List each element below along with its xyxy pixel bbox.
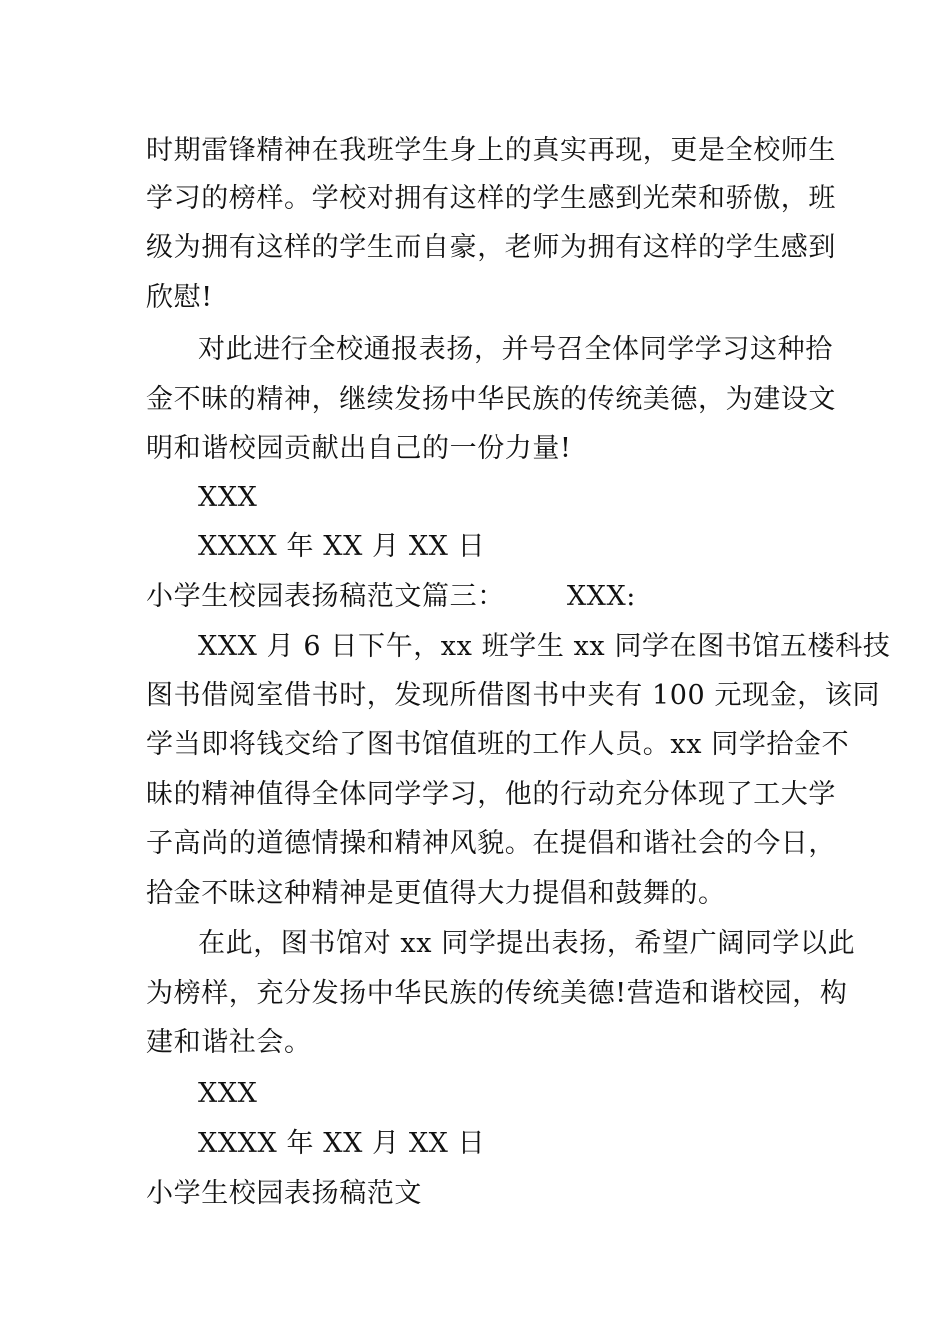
paragraph-line: 明和谐校园贡献出自己的一份力量! [146,433,572,464]
paragraph-line: 学当即将钱交给了图书馆值班的工作人员。xx 同学拾金不 [146,729,850,760]
paragraph-line: 金不昧的精神，继续发扬中华民族的传统美德，为建设文 [146,384,836,415]
footer-title: 小学生校园表扬稿范文 [146,1178,422,1209]
paragraph-line: 图书借阅室借书时，发现所借图书中夹有 100 元现金，该同 [146,680,881,711]
paragraph-line: 级为拥有这样的学生而自豪，老师为拥有这样的学生感到 [146,232,836,263]
section-heading [146,577,636,617]
paragraph-line: 学习的榜样。学校对拥有这样的学生感到光荣和骄傲，班 [146,183,836,214]
section-title: 小学生校园表扬稿范文篇三： [146,581,505,612]
paragraph-line: 对此进行全校通报表扬，并号召全体同学学习这种拾 [198,334,833,365]
paragraph-line: 子高尚的道德情操和精神风貌。在提倡和谐社会的今日， [146,828,836,859]
signature: XXX [198,482,258,513]
paragraph-line: 建和谐社会。 [146,1027,312,1058]
date-line: XXXX 年 XX 月 XX 日 [198,531,486,562]
date-line: XXXX 年 XX 月 XX 日 [198,1128,486,1159]
paragraph-line: 为榜样，充分发扬中华民族的传统美德!营造和谐校园，构 [146,978,848,1009]
paragraph-line: XXX 月 6 日下午，xx 班学生 xx 同学在图书馆五楼科技 [198,631,891,662]
paragraph-line: 时期雷锋精神在我班学生身上的真实再现，更是全校师生 [146,135,836,166]
signature: XXX [198,1078,258,1109]
paragraph-line: 欣慰! [146,282,213,313]
paragraph-line: 拾金不昧这种精神是更值得大力提倡和鼓舞的。 [146,878,726,909]
salutation: XXX: [566,581,636,612]
paragraph-line: 在此，图书馆对 xx 同学提出表扬，希望广阔同学以此 [198,928,856,959]
paragraph-line: 昧的精神值得全体同学学习，他的行动充分体现了工大学 [146,779,836,810]
